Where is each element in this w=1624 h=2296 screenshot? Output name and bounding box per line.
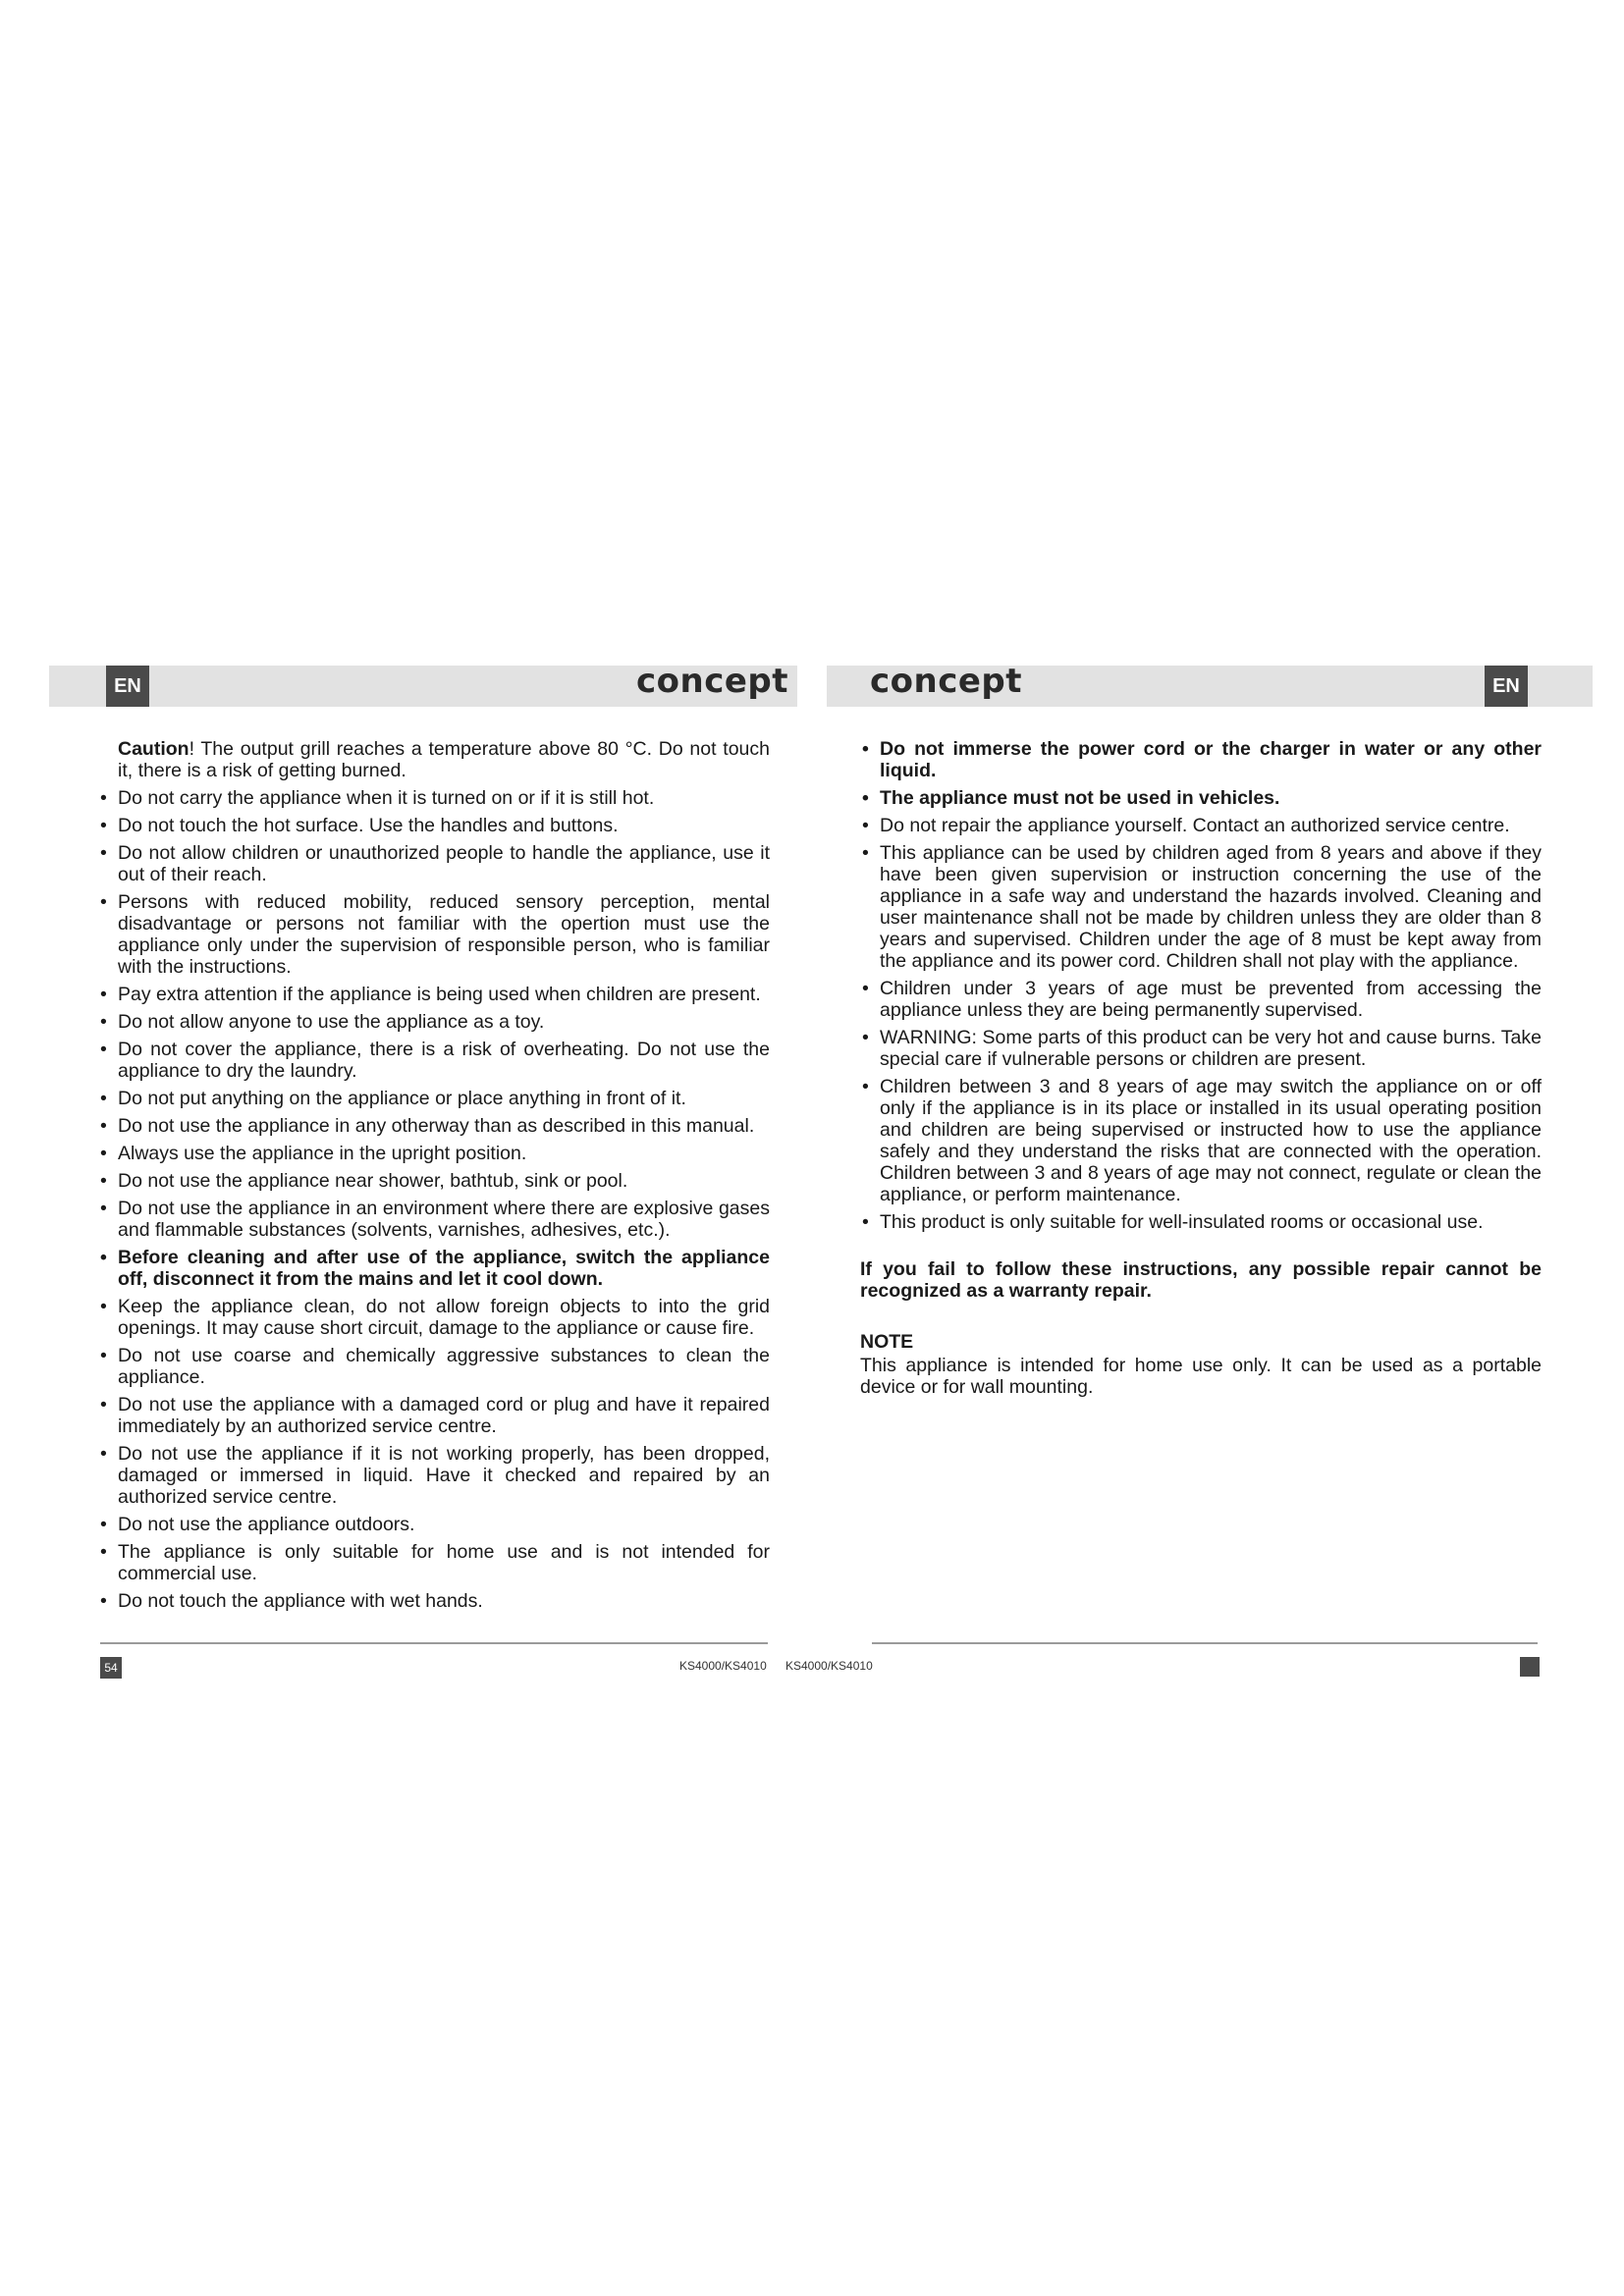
list-item: • Do not allow anyone to use the appliance as a toy. (98, 1011, 770, 1033)
list-item: • Do not touch the appliance with wet hands. (98, 1590, 770, 1612)
list-item: • Do not use the appliance with a damaged cord or plug and have it repaired immediately by an authorized service centre. (98, 1394, 770, 1437)
caution-word: Caution (118, 738, 189, 760)
list-item: • Do not carry the appliance when it is turned on or if it is still hot. (98, 787, 770, 809)
language-tag-right: EN (1485, 666, 1528, 707)
list-item: • The appliance is only suitable for home use and is not intended for commercial use. (98, 1541, 770, 1584)
right-column (860, 738, 1542, 1398)
note-text: This appliance is intended for home use only. It can be used as a portable device or for wall mounting. (860, 1355, 1542, 1398)
safety-list-left (98, 738, 770, 1612)
caution-note (98, 738, 770, 781)
list-item-emphasis: • The appliance must not be used in vehicles. (860, 787, 1542, 809)
list-item: • Do not cover the appliance, there is a risk of overheating. Do not use the appliance to dry the laundry. (98, 1039, 770, 1082)
list-item: • Children under 3 years of age must be prevented from accessing the appliance unless they are being permanently supervised. (860, 978, 1542, 1021)
list-item-emphasis: • Before cleaning and after use of the appliance, switch the appliance off, disconnect it from the mains and let it cool down. (98, 1247, 770, 1290)
list-item: • Always use the appliance in the upright position. (98, 1143, 770, 1164)
list-item: • Do not put anything on the appliance or place anything in front of it. (98, 1088, 770, 1109)
left-column (98, 738, 770, 1618)
brand-logo-left: concept (636, 662, 789, 701)
list-item: • Keep the appliance clean, do not allow foreign objects to into the grid openings. It may cause short circuit, damage to the appliance or cause fire. (98, 1296, 770, 1339)
page-corner-marker (1520, 1657, 1540, 1677)
list-item: • Do not touch the hot surface. Use the handles and buttons. (98, 815, 770, 836)
footer-rule-right (872, 1642, 1538, 1644)
list-item: • Do not use the appliance in an environment where there are explosive gases and flammable substances (solvents, varnishes, adhesives, etc.). (98, 1198, 770, 1241)
list-item: • Do not use coarse and chemically aggressive substances to clean the appliance. (98, 1345, 770, 1388)
footer-rule-left (100, 1642, 768, 1644)
list-item: • Do not allow children or unauthorized people to handle the appliance, use it out of their reach. (98, 842, 770, 885)
list-item: • WARNING: Some parts of this product can be very hot and cause burns. Take special care if vulnerable persons or children are present. (860, 1027, 1542, 1070)
list-item: • Do not repair the appliance yourself. Contact an authorized service centre. (860, 815, 1542, 836)
list-item: • Do not use the appliance outdoors. (98, 1514, 770, 1535)
page-number: 54 (100, 1657, 122, 1679)
model-number-left: KS4000/KS4010 (679, 1659, 767, 1673)
list-item: • Do not use the appliance if it is not working properly, has been dropped, damaged or immersed in liquid. Have it checked and repaired by an authorized service centre. (98, 1443, 770, 1508)
list-item: • Do not use the appliance near shower, bathtub, sink or pool. (98, 1170, 770, 1192)
list-item: • This appliance can be used by children aged from 8 years and above if they have been given supervision or instruction concerning the use of the appliance in a safe way and understand the hazards involved. Cleaning and user maintenance shall not be made by children unless they are older than 8 years and supervised. Children under the age of 8 must be kept away from the appliance and its power cord. Children shall not play with the appliance. (860, 842, 1542, 972)
list-item: • This product is only suitable for well-insulated rooms or occasional use. (860, 1211, 1542, 1233)
note-heading: NOTE (860, 1331, 914, 1353)
list-item-emphasis: • Do not immerse the power cord or the charger in water or any other liquid. (860, 738, 1542, 781)
warranty-warning: If you fail to follow these instructions, any possible repair cannot be recognized as a warranty repair. (860, 1258, 1542, 1302)
safety-list-right (860, 738, 1542, 1233)
caution-text: ! The output grill reaches a temperature above 80 °C. Do not touch it, there is a risk of getting burned. (118, 738, 770, 781)
list-item: • Persons with reduced mobility, reduced sensory perception, mental disadvantage or persons not familiar with the opertion must use the appliance only under the supervision of responsible person, who is familiar with the instructions. (98, 891, 770, 978)
brand-logo-right: concept (870, 662, 1023, 701)
list-item: • Pay extra attention if the appliance is being used when children are present. (98, 984, 770, 1005)
list-item: • Children between 3 and 8 years of age may switch the appliance on or off only if the appliance is in its place or installed in its usual operating position and children are being supervised or instructed how to use the appliance safely and they understand the risks that are connected with the operation. Children between 3 and 8 years of age may not connect, regulate or clean the appliance, or perform maintenance. (860, 1076, 1542, 1205)
list-item: • Do not use the appliance in any otherway than as described in this manual. (98, 1115, 770, 1137)
model-number-right: KS4000/KS4010 (785, 1659, 873, 1673)
language-tag-left: EN (106, 666, 149, 707)
